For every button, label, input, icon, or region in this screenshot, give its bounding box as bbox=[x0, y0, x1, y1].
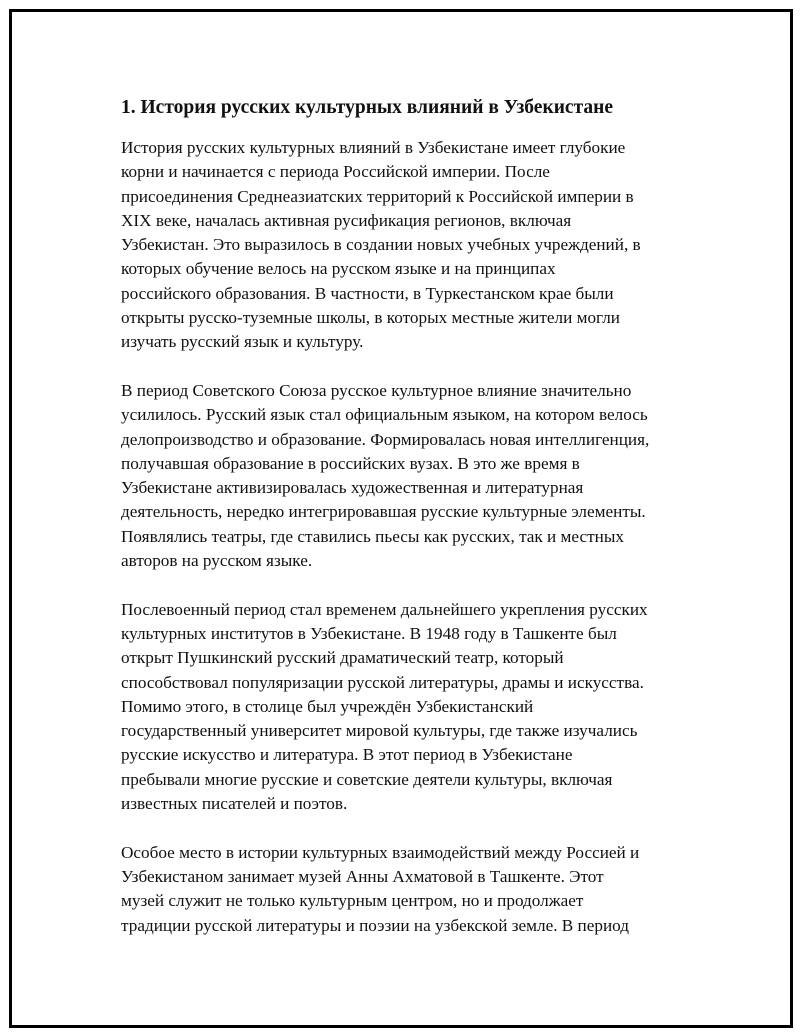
text-line: получавшая образование в российских вузах. В это же время в bbox=[121, 453, 580, 473]
text-line: культурных институтов в Узбекистане. В 1948 году в Ташкенте был bbox=[121, 623, 617, 643]
text-line: Особое место в истории культурных взаимодействий между Россией и bbox=[121, 842, 640, 862]
paragraph-1 bbox=[121, 136, 693, 355]
text-line: открыты русско-туземные школы, в которых местные жители могли bbox=[121, 308, 620, 328]
text-line: авторов на русском языке. bbox=[121, 551, 313, 571]
text-line: которых обучение велось на русском языке и на принципах bbox=[121, 259, 556, 279]
text-line: присоединения Среднеазиатских территорий к Российской империи в bbox=[121, 186, 634, 206]
text-line: пребывали многие русские и советские деятели культуры, включая bbox=[121, 769, 613, 789]
text-line: открыт Пушкинский русский драматический театр, который bbox=[121, 648, 564, 668]
paragraph-2 bbox=[121, 379, 693, 573]
text-line: История русских культурных влияний в Узбекистане имеет глубокие bbox=[121, 138, 626, 157]
text-line: русские искусство и литература. В этот период в Узбекистане bbox=[121, 745, 573, 765]
text-line: усилилось. Русский язык стал официальным языком, на котором велось bbox=[121, 405, 648, 425]
text-line: музей служит не только культурным центром, но и продолжает bbox=[121, 891, 584, 911]
text-line: Послевоенный период стал временем дальнейшего укрепления русских bbox=[121, 599, 648, 619]
text-line: деятельность, нередко интегрировавшая русские культурные элементы. bbox=[121, 502, 646, 522]
document-title: 1. История русских культурных влияний в Узбекистане bbox=[121, 97, 614, 118]
text-line: корни и начинается с периода Российской империи. После bbox=[121, 162, 550, 182]
text-line: изучать русский язык и культуру. bbox=[121, 332, 364, 352]
text-line: Помимо этого, в столице был учреждён Узбекистанский bbox=[121, 696, 534, 716]
text-line: В период Советского Союза русское культурное влияние значительно bbox=[121, 380, 632, 400]
text-line: Узбекистане активизировалась художественная и литературная bbox=[121, 478, 584, 498]
text-line: известных писателей и поэтов. bbox=[121, 794, 348, 814]
document-body bbox=[121, 94, 693, 962]
text-line: XIX веке, началась активная русификация регионов, включая bbox=[121, 210, 572, 230]
paragraph-3 bbox=[121, 598, 693, 817]
text-line: традиции русской литературы и поэзии на узбекской земле. В период bbox=[121, 915, 630, 935]
text-line: делопроизводство и образование. Формировалась новая интеллигенция, bbox=[121, 429, 650, 449]
text-line: Узбекистаном занимает музей Анны Ахматовой в Ташкенте. Этот bbox=[121, 866, 604, 886]
document-page bbox=[9, 9, 793, 1028]
text-line: российского образования. В частности, в Туркестанском крае были bbox=[121, 283, 614, 303]
text-line: Появлялись театры, где ставились пьесы как русских, так и местных bbox=[121, 526, 624, 546]
text-line: Узбекистан. Это выразилось в создании новых учебных учреждений, в bbox=[121, 235, 641, 255]
text-line: государственный университет мировой культуры, где также изучались bbox=[121, 721, 638, 741]
text-line: способствовал популяризации русской литературы, драмы и искусства. bbox=[121, 672, 644, 692]
paragraph-4 bbox=[121, 841, 693, 938]
